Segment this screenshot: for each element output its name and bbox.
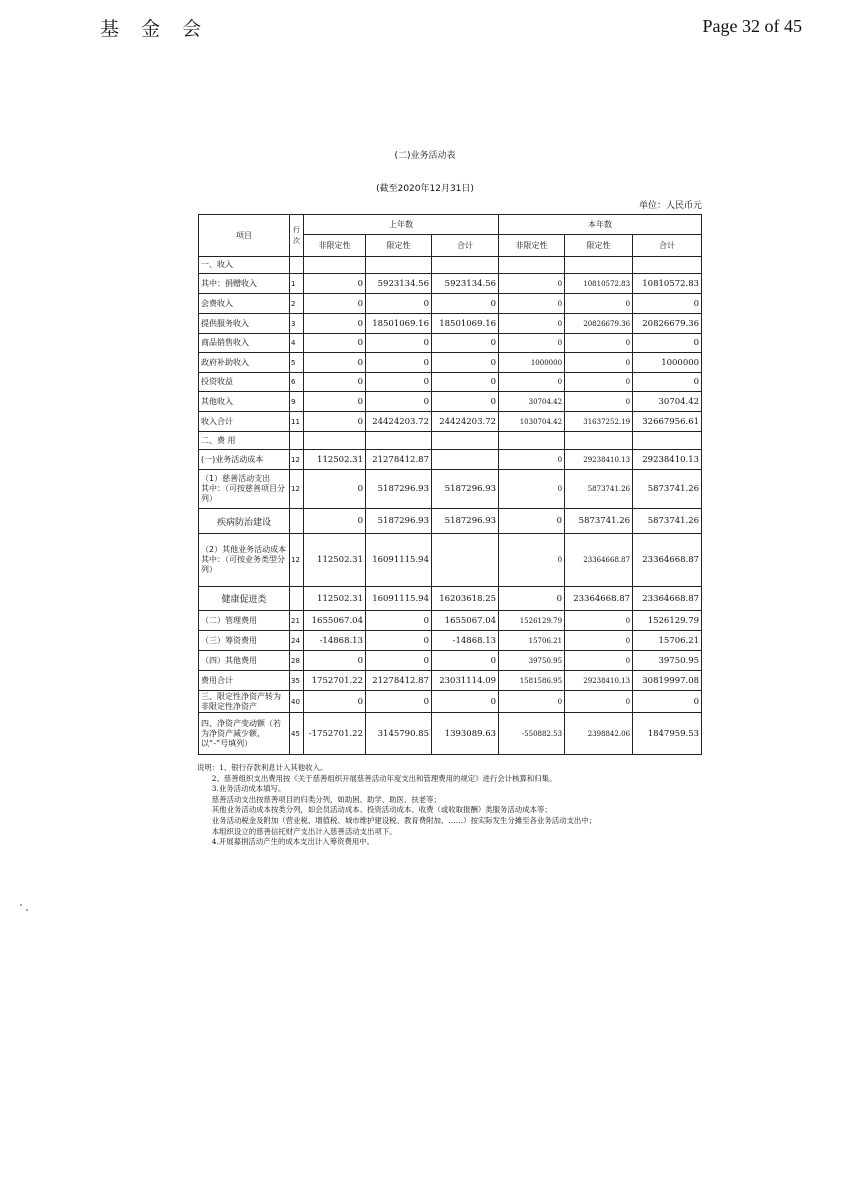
curr-year-c2: 0: [565, 373, 633, 392]
prev-year-p1: 0: [304, 509, 366, 534]
curr-year-c2: 23364668.87: [565, 587, 633, 611]
row-label: 费用合计: [199, 671, 290, 691]
row-label: 其他收入: [199, 392, 290, 412]
prev-year-p3: 16203618.25: [432, 587, 499, 611]
curr-year-c2: 0: [565, 631, 633, 651]
curr-year-c3: 1847959.53: [633, 713, 702, 755]
row-label: （2）其他业务活动成本 其中：（可按业务类型分列）: [199, 534, 290, 587]
prev-year-p3: [432, 257, 499, 274]
curr-year-c3: 39750.95: [633, 651, 702, 671]
prev-year-p2: 0: [366, 294, 432, 314]
curr-year-c3: 20826679.36: [633, 314, 702, 334]
curr-year-c3: 32667956.61: [633, 412, 702, 432]
table-row: [199, 314, 702, 334]
prev-year-p1: 112502.31: [304, 450, 366, 470]
prev-year-p1: 0: [304, 294, 366, 314]
curr-year-c1: 30704.42: [499, 392, 565, 412]
prev-year-p1: [304, 432, 366, 450]
curr-year-c2: 0: [565, 334, 633, 353]
header-prev-unrestricted: 非限定性: [304, 235, 366, 257]
notes: [197, 763, 596, 848]
note-line: 2、慈善组织支出费用按《关于慈善组织开展慈善活动年度支出和管理费用的规定》进行会计核算和归集。: [197, 773, 557, 783]
prev-year-p2: 0: [366, 631, 432, 651]
table-row: [199, 509, 702, 534]
curr-year-c1: 0: [499, 373, 565, 392]
prev-year-p1: 0: [304, 412, 366, 432]
row-line-no: 35: [290, 671, 304, 691]
prev-year-p2: 0: [366, 691, 432, 713]
prev-year-p1: 1655067.04: [304, 611, 366, 631]
scan-speck: [26, 909, 28, 911]
curr-year-c2: 23364668.87: [565, 534, 633, 587]
row-label: 收入合计: [199, 412, 290, 432]
curr-year-c1: 0: [499, 534, 565, 587]
curr-year-c1: 0: [499, 294, 565, 314]
prev-year-p3: 0: [432, 691, 499, 713]
curr-year-c3: 23364668.87: [633, 534, 702, 587]
scan-speck: [20, 904, 22, 906]
curr-year-c1: 0: [499, 334, 565, 353]
curr-year-c2: 0: [565, 353, 633, 373]
table-row: [199, 334, 702, 353]
prev-year-p3: 0: [432, 651, 499, 671]
table-row: [199, 274, 702, 294]
curr-year-c2: 0: [565, 651, 633, 671]
row-line-no: 12: [290, 450, 304, 470]
curr-year-c1: 0: [499, 470, 565, 509]
curr-year-c1: [499, 257, 565, 274]
curr-year-c1: [499, 432, 565, 450]
report-title: (二)业务活动表: [394, 151, 456, 161]
row-label: 其中：捐赠收入: [199, 274, 290, 294]
row-label: 疾病防治建设: [199, 509, 290, 534]
curr-year-c3: 0: [633, 373, 702, 392]
curr-year-c3: 0: [633, 294, 702, 314]
curr-year-c3: 1526129.79: [633, 611, 702, 631]
prev-year-p3: 0: [432, 353, 499, 373]
business-activity-table: [198, 214, 702, 755]
header-item: 项目: [199, 215, 290, 257]
header-line-no: 行次: [290, 215, 304, 257]
prev-year-p3: [432, 432, 499, 450]
prev-year-p2: 18501069.16: [366, 314, 432, 334]
prev-year-p1: 0: [304, 334, 366, 353]
table-row: [199, 671, 702, 691]
prev-year-p2: 16091115.94: [366, 534, 432, 587]
curr-year-c3: 5873741.26: [633, 470, 702, 509]
note-line: 本组织设立的慈善信托财产支出计入慈善活动支出项下。: [197, 826, 397, 836]
row-line-no: 1: [290, 274, 304, 294]
row-line-no: [290, 509, 304, 534]
row-label: 商品销售收入: [199, 334, 290, 353]
row-label: (一)业务活动成本: [199, 450, 290, 470]
prev-year-p1: 0: [304, 274, 366, 294]
curr-year-c2: 5873741.26: [565, 470, 633, 509]
prev-year-p1: 1752701.22: [304, 671, 366, 691]
curr-year-c3: [633, 257, 702, 274]
prev-year-p1: [304, 257, 366, 274]
curr-year-c1: 0: [499, 587, 565, 611]
prev-year-p2: 0: [366, 611, 432, 631]
curr-year-c3: 30819997.08: [633, 671, 702, 691]
prev-year-p3: 0: [432, 392, 499, 412]
curr-year-c2: 0: [565, 294, 633, 314]
curr-year-c1: 1526129.79: [499, 611, 565, 631]
prev-year-p3: 5923134.56: [432, 274, 499, 294]
prev-year-p2: 0: [366, 651, 432, 671]
table-row: [199, 534, 702, 587]
prev-year-p1: 0: [304, 353, 366, 373]
note-line: 3.业务活动成本填写。: [197, 784, 286, 794]
prev-year-p3: -14868.13: [432, 631, 499, 651]
prev-year-p1: 0: [304, 392, 366, 412]
header-curr-unrestricted: 非限定性: [499, 235, 565, 257]
prev-year-p1: 0: [304, 470, 366, 509]
header-prev-restricted: 限定性: [366, 235, 432, 257]
row-label: 投资收益: [199, 373, 290, 392]
table-row: [199, 587, 702, 611]
curr-year-c3: 30704.42: [633, 392, 702, 412]
header-curr-total: 合计: [633, 235, 702, 257]
table-row: [199, 294, 702, 314]
prev-year-p1: 0: [304, 314, 366, 334]
prev-year-p2: 21278412.87: [366, 671, 432, 691]
row-line-no: 11: [290, 412, 304, 432]
curr-year-c3: 0: [633, 334, 702, 353]
table-row: [199, 651, 702, 671]
prev-year-p3: 23031114.09: [432, 671, 499, 691]
curr-year-c3: 1000000: [633, 353, 702, 373]
table-row: [199, 373, 702, 392]
prev-year-p3: [432, 534, 499, 587]
row-line-no: 9: [290, 392, 304, 412]
curr-year-c2: 29238410.13: [565, 671, 633, 691]
prev-year-p2: 0: [366, 353, 432, 373]
table-row: [199, 611, 702, 631]
row-line-no: 4: [290, 334, 304, 353]
row-line-no: [290, 257, 304, 274]
prev-year-p1: 0: [304, 373, 366, 392]
note-line: 业务活动税金及附加（营业税、增值税、城市维护建设税、教育费附加、……）按实际发生分摊至各业务活动支出中；: [197, 815, 597, 825]
curr-year-c2: 29238410.13: [565, 450, 633, 470]
curr-year-c1: 0: [499, 509, 565, 534]
curr-year-c3: 5873741.26: [633, 509, 702, 534]
prev-year-p3: 0: [432, 334, 499, 353]
prev-year-p3: 0: [432, 373, 499, 392]
header-prev-total: 合计: [432, 235, 499, 257]
row-label: （二）管理费用: [199, 611, 290, 631]
row-label: 一、收入: [199, 257, 290, 274]
curr-year-c1: 1581586.95: [499, 671, 565, 691]
prev-year-p3: 0: [432, 294, 499, 314]
curr-year-c1: 0: [499, 450, 565, 470]
curr-year-c2: 0: [565, 392, 633, 412]
prev-year-p1: 0: [304, 691, 366, 713]
curr-year-c2: 5873741.26: [565, 509, 633, 534]
row-line-no: 6: [290, 373, 304, 392]
prev-year-p3: 18501069.16: [432, 314, 499, 334]
row-label: （1）慈善活动支出 其中：（可按慈善项目分列）: [199, 470, 290, 509]
prev-year-p2: 5923134.56: [366, 274, 432, 294]
table-row: [199, 432, 702, 450]
curr-year-c3: 29238410.13: [633, 450, 702, 470]
curr-year-c3: 23364668.87: [633, 587, 702, 611]
curr-year-c3: 0: [633, 691, 702, 713]
row-line-no: 12: [290, 470, 304, 509]
curr-year-c2: 2398842.06: [565, 713, 633, 755]
prev-year-p3: 24424203.72: [432, 412, 499, 432]
row-line-no: [290, 432, 304, 450]
row-label: 三、限定性净资产转为非限定性净资产: [199, 691, 290, 713]
curr-year-c2: [565, 257, 633, 274]
row-label: 政府补助收入: [199, 353, 290, 373]
row-line-no: 40: [290, 691, 304, 713]
prev-year-p1: 112502.31: [304, 587, 366, 611]
curr-year-c1: 0: [499, 274, 565, 294]
curr-year-c2: 0: [565, 611, 633, 631]
row-line-no: 5: [290, 353, 304, 373]
prev-year-p2: 0: [366, 392, 432, 412]
prev-year-p2: 5187296.93: [366, 470, 432, 509]
prev-year-p2: 5187296.93: [366, 509, 432, 534]
table-row: [199, 392, 702, 412]
table-row: [199, 257, 702, 274]
table-row: [199, 450, 702, 470]
table-row: [199, 713, 702, 755]
prev-year-p3: 5187296.93: [432, 470, 499, 509]
prev-year-p2: 21278412.87: [366, 450, 432, 470]
curr-year-c1: 39750.95: [499, 651, 565, 671]
curr-year-c2: 20826679.36: [565, 314, 633, 334]
row-line-no: 24: [290, 631, 304, 651]
prev-year-p1: 112502.31: [304, 534, 366, 587]
prev-year-p2: 16091115.94: [366, 587, 432, 611]
organization-header: 基 金 会: [100, 18, 210, 40]
note-line: 说明：1、银行存款利息计入其他收入。: [197, 763, 328, 772]
prev-year-p2: [366, 432, 432, 450]
curr-year-c2: 31637252.19: [565, 412, 633, 432]
table-row: [199, 470, 702, 509]
prev-year-p2: 24424203.72: [366, 412, 432, 432]
curr-year-c1: -550882.53: [499, 713, 565, 755]
curr-year-c1: 15706.21: [499, 631, 565, 651]
row-line-no: 2: [290, 294, 304, 314]
row-line-no: 45: [290, 713, 304, 755]
table-row: [199, 631, 702, 651]
prev-year-p2: 0: [366, 373, 432, 392]
prev-year-p2: 0: [366, 334, 432, 353]
table-row: [199, 412, 702, 432]
row-label: 二、费 用: [199, 432, 290, 450]
prev-year-p3: 1655067.04: [432, 611, 499, 631]
row-label: 会费收入: [199, 294, 290, 314]
curr-year-c3: 15706.21: [633, 631, 702, 651]
note-line: 其他业务活动成本按类分列，如会员活动成本、投资活动成本、收费（或收取报酬）类服务活动成本等；: [197, 805, 552, 815]
curr-year-c3: [633, 432, 702, 450]
table-row: [199, 353, 702, 373]
prev-year-p3: 5187296.93: [432, 509, 499, 534]
row-line-no: 28: [290, 651, 304, 671]
row-line-no: 21: [290, 611, 304, 631]
report-date: (截至2020年12月31日): [376, 184, 474, 194]
curr-year-c2: 0: [565, 691, 633, 713]
header-curr-restricted: 限定性: [565, 235, 633, 257]
curr-year-c1: 0: [499, 314, 565, 334]
row-label: （三）筹资费用: [199, 631, 290, 651]
prev-year-p3: [432, 450, 499, 470]
row-line-no: 12: [290, 534, 304, 587]
curr-year-c1: 1000000: [499, 353, 565, 373]
prev-year-p2: 3145790.85: [366, 713, 432, 755]
curr-year-c1: 1030704.42: [499, 412, 565, 432]
prev-year-p1: -1752701.22: [304, 713, 366, 755]
header-previous-year: 上年数: [304, 215, 499, 235]
prev-year-p1: 0: [304, 651, 366, 671]
note-line: 慈善活动支出按慈善项目的归类分列，如助困、助学、助医、扶老等；: [197, 794, 441, 804]
currency-unit: 单位：人民币元: [638, 201, 702, 211]
curr-year-c2: [565, 432, 633, 450]
row-label: （四）其他费用: [199, 651, 290, 671]
header-current-year: 本年数: [499, 215, 702, 235]
curr-year-c3: 10810572.83: [633, 274, 702, 294]
page-number: Page 32 of 45: [702, 16, 802, 36]
prev-year-p1: -14868.13: [304, 631, 366, 651]
row-label: 提供服务收入: [199, 314, 290, 334]
row-line-no: [290, 587, 304, 611]
row-label: 健康促进类: [199, 587, 290, 611]
prev-year-p3: 1393089.63: [432, 713, 499, 755]
note-line: 4.开展募捐活动产生的成本支出计入筹资费用中。: [197, 837, 375, 847]
table-row: [199, 691, 702, 713]
curr-year-c2: 10810572.83: [565, 274, 633, 294]
row-line-no: 3: [290, 314, 304, 334]
prev-year-p2: [366, 257, 432, 274]
curr-year-c1: 0: [499, 691, 565, 713]
row-label: 四、净资产变动额（若为净资产减少额，以“-”号填列）: [199, 713, 290, 755]
